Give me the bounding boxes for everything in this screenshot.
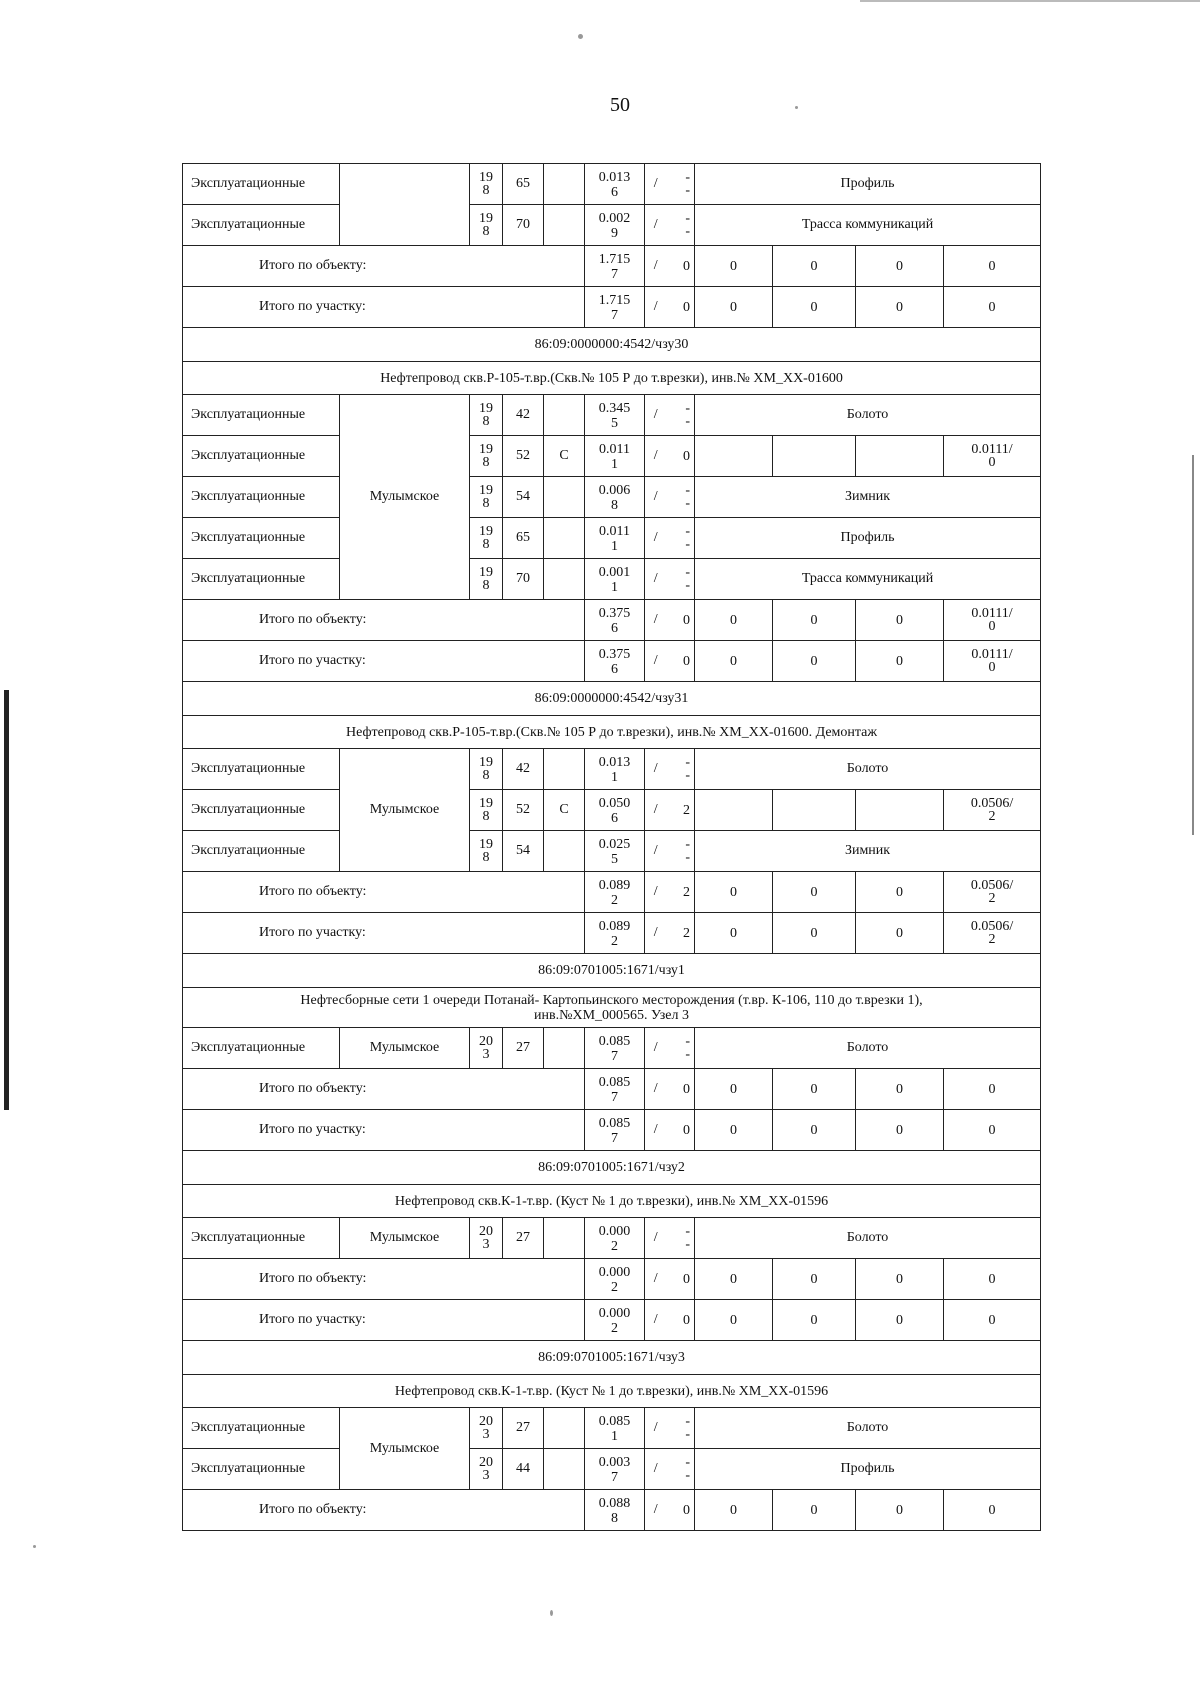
value-cell: 0 <box>944 1110 1041 1151</box>
total-label: Итого по объекту: <box>183 1069 585 1110</box>
area-value: 0.345 5 <box>585 395 645 436</box>
scan-edge-line <box>860 0 1200 2</box>
value-cell: 0.0111/ 0 <box>944 641 1041 682</box>
value-cell: 0 <box>695 1300 773 1341</box>
value-cell: 0 <box>695 246 773 287</box>
value-cell: 0.0506/ 2 <box>944 872 1041 913</box>
land-category: Эксплуатационные <box>183 790 340 831</box>
fraction-value: 0 <box>667 246 695 287</box>
area-value: 0.089 2 <box>585 872 645 913</box>
area-separator: / <box>645 436 667 477</box>
land-plot-table <box>182 163 1041 1531</box>
area-value: 0.003 7 <box>585 1449 645 1490</box>
value-cell: 0.0111/ 0 <box>944 600 1041 641</box>
data-row <box>183 205 1041 246</box>
total-row <box>183 1110 1041 1151</box>
land-code: 65 <box>503 164 544 205</box>
value-cell: 0 <box>856 641 944 682</box>
area-value: 0.050 6 <box>585 790 645 831</box>
value-cell: 0.0111/ 0 <box>944 436 1041 477</box>
fraction-value: 0 <box>667 600 695 641</box>
value-cell: 0 <box>856 287 944 328</box>
value-cell: 0 <box>856 1110 944 1151</box>
land-code: 27 <box>503 1218 544 1259</box>
scan-speck <box>33 1545 36 1548</box>
object-title: Нефтесборные сети 1 очереди Потанай- Картопьинского месторождения (т.вр. К-106, 110 до т.врезки 1), инв.№ХМ_000565. Узел 3 <box>183 988 1041 1028</box>
fraction-value: - - <box>667 1028 695 1069</box>
value-cell: 0 <box>773 287 856 328</box>
fraction-value: - - <box>667 395 695 436</box>
total-row <box>183 287 1041 328</box>
total-label: Итого по участку: <box>183 287 585 328</box>
total-row <box>183 1490 1041 1531</box>
scan-speck <box>795 106 798 109</box>
flag-cell <box>544 1218 585 1259</box>
total-row <box>183 1300 1041 1341</box>
value-cell: 0 <box>944 246 1041 287</box>
land-type: Трасса коммуникаций <box>695 205 1041 246</box>
page-number: 50 <box>610 94 630 116</box>
value-cell: 0 <box>856 1490 944 1531</box>
land-category: Эксплуатационные <box>183 1028 340 1069</box>
value-cell: 0 <box>944 1259 1041 1300</box>
value-cell: 0 <box>695 1069 773 1110</box>
fraction-value: 0 <box>667 287 695 328</box>
data-row <box>183 1028 1041 1069</box>
total-row <box>183 600 1041 641</box>
area-value: 0.011 1 <box>585 518 645 559</box>
area-value: 0.002 9 <box>585 205 645 246</box>
area-separator: / <box>645 1259 667 1300</box>
value-cell: 0 <box>695 287 773 328</box>
area-value: 0.000 2 <box>585 1218 645 1259</box>
land-category: Эксплуатационные <box>183 559 340 600</box>
value-cell: 0 <box>856 872 944 913</box>
land-code: 42 <box>503 395 544 436</box>
total-label: Итого по объекту: <box>183 1490 585 1531</box>
area-value: 0.013 1 <box>585 749 645 790</box>
area-value: 0.375 6 <box>585 600 645 641</box>
area-value: 1.715 7 <box>585 246 645 287</box>
year-cell: 19 8 <box>470 790 503 831</box>
area-separator: / <box>645 559 667 600</box>
flag-cell <box>544 518 585 559</box>
area-separator: / <box>645 1110 667 1151</box>
area-value: 0.006 8 <box>585 477 645 518</box>
year-cell: 19 8 <box>470 436 503 477</box>
total-row <box>183 1069 1041 1110</box>
area-separator: / <box>645 395 667 436</box>
object-title: Нефтепровод скв.К-1-т.вр. (Куст № 1 до т.врезки), инв.№ ХМ_ХХ-01596 <box>183 1375 1041 1408</box>
flag-cell: С <box>544 790 585 831</box>
land-type: Профиль <box>695 1449 1041 1490</box>
value-cell <box>773 436 856 477</box>
area-separator: / <box>645 872 667 913</box>
total-label: Итого по участку: <box>183 1300 585 1341</box>
total-label: Итого по объекту: <box>183 246 585 287</box>
field-name: Мулымское <box>340 395 470 600</box>
flag-cell <box>544 1028 585 1069</box>
land-type: Профиль <box>695 164 1041 205</box>
fraction-value: - - <box>667 477 695 518</box>
data-row <box>183 831 1041 872</box>
area-separator: / <box>645 1408 667 1449</box>
year-cell: 20 3 <box>470 1028 503 1069</box>
area-separator: / <box>645 790 667 831</box>
fraction-value: - - <box>667 1408 695 1449</box>
fraction-value: 2 <box>667 872 695 913</box>
value-cell: 0 <box>773 641 856 682</box>
cadastral-number-row <box>183 328 1041 362</box>
land-type: Болото <box>695 1218 1041 1259</box>
data-row <box>183 749 1041 790</box>
total-label: Итого по объекту: <box>183 872 585 913</box>
flag-cell <box>544 559 585 600</box>
area-value: 0.375 6 <box>585 641 645 682</box>
year-cell: 19 8 <box>470 831 503 872</box>
value-cell: 0 <box>944 287 1041 328</box>
value-cell: 0 <box>773 1069 856 1110</box>
data-row <box>183 477 1041 518</box>
area-value: 0.089 2 <box>585 913 645 954</box>
year-cell: 19 8 <box>470 395 503 436</box>
year-cell: 19 8 <box>470 477 503 518</box>
value-cell: 0 <box>856 1259 944 1300</box>
area-separator: / <box>645 518 667 559</box>
flag-cell <box>544 164 585 205</box>
area-separator: / <box>645 749 667 790</box>
fraction-value: - - <box>667 518 695 559</box>
object-title: Нефтепровод скв.Р-105-т.вр.(Скв.№ 105 Р до т.врезки), инв.№ ХМ_ХХ-01600 <box>183 362 1041 395</box>
land-code: 27 <box>503 1028 544 1069</box>
area-separator: / <box>645 1218 667 1259</box>
land-code: 65 <box>503 518 544 559</box>
year-cell: 19 8 <box>470 164 503 205</box>
total-row <box>183 641 1041 682</box>
land-type: Болото <box>695 749 1041 790</box>
land-category: Эксплуатационные <box>183 831 340 872</box>
year-cell: 20 3 <box>470 1449 503 1490</box>
value-cell: 0 <box>695 872 773 913</box>
land-type: Зимник <box>695 477 1041 518</box>
fraction-value: 2 <box>667 790 695 831</box>
land-type: Болото <box>695 1408 1041 1449</box>
fraction-value: 0 <box>667 1259 695 1300</box>
value-cell: 0 <box>944 1490 1041 1531</box>
value-cell: 0 <box>856 1300 944 1341</box>
area-separator: / <box>645 1069 667 1110</box>
value-cell: 0 <box>773 1259 856 1300</box>
total-row <box>183 913 1041 954</box>
data-row <box>183 1449 1041 1490</box>
area-value: 0.000 2 <box>585 1300 645 1341</box>
cadastral-number: 86:09:0701005:1671/чзу2 <box>183 1151 1041 1185</box>
area-value: 0.085 7 <box>585 1110 645 1151</box>
fraction-value: - - <box>667 164 695 205</box>
value-cell: 0 <box>695 1490 773 1531</box>
flag-cell <box>544 205 585 246</box>
value-cell: 0 <box>695 913 773 954</box>
year-cell: 19 8 <box>470 749 503 790</box>
value-cell: 0 <box>695 641 773 682</box>
total-label: Итого по объекту: <box>183 600 585 641</box>
value-cell <box>856 436 944 477</box>
object-title: Нефтепровод скв.Р-105-т.вр.(Скв.№ 105 Р до т.врезки), инв.№ ХМ_ХХ-01600. Демонтаж <box>183 716 1041 749</box>
value-cell: 0.0506/ 2 <box>944 790 1041 831</box>
value-cell <box>773 790 856 831</box>
data-row <box>183 436 1041 477</box>
area-separator: / <box>645 831 667 872</box>
year-cell: 19 8 <box>470 518 503 559</box>
cadastral-number-row <box>183 954 1041 988</box>
total-label: Итого по участку: <box>183 641 585 682</box>
land-category: Эксплуатационные <box>183 1449 340 1490</box>
value-cell: 0 <box>944 1069 1041 1110</box>
value-cell: 0 <box>773 872 856 913</box>
fraction-value: 2 <box>667 913 695 954</box>
fraction-value: 0 <box>667 1300 695 1341</box>
field-name: Мулымское <box>340 1028 470 1069</box>
value-cell <box>695 790 773 831</box>
flag-cell <box>544 1408 585 1449</box>
table-body <box>183 164 1041 1531</box>
total-label: Итого по объекту: <box>183 1259 585 1300</box>
value-cell: 0 <box>773 246 856 287</box>
land-category: Эксплуатационные <box>183 518 340 559</box>
fraction-value: - - <box>667 749 695 790</box>
total-row <box>183 1259 1041 1300</box>
land-category: Эксплуатационные <box>183 477 340 518</box>
fraction-value: 0 <box>667 436 695 477</box>
land-code: 27 <box>503 1408 544 1449</box>
land-code: 52 <box>503 436 544 477</box>
area-separator: / <box>645 1028 667 1069</box>
land-type: Зимник <box>695 831 1041 872</box>
area-value: 0.025 5 <box>585 831 645 872</box>
area-separator: / <box>645 600 667 641</box>
object-title-row <box>183 1185 1041 1218</box>
area-separator: / <box>645 246 667 287</box>
area-value: 0.000 2 <box>585 1259 645 1300</box>
land-code: 70 <box>503 205 544 246</box>
area-separator: / <box>645 913 667 954</box>
area-separator: / <box>645 205 667 246</box>
scan-margin-mark-left <box>4 690 9 1110</box>
fraction-value: - - <box>667 205 695 246</box>
land-category: Эксплуатационные <box>183 1408 340 1449</box>
object-title-row <box>183 716 1041 749</box>
value-cell: 0 <box>944 1300 1041 1341</box>
year-cell: 19 8 <box>470 559 503 600</box>
fraction-value: - - <box>667 831 695 872</box>
total-label: Итого по участку: <box>183 913 585 954</box>
fraction-value: - - <box>667 1218 695 1259</box>
land-category: Эксплуатационные <box>183 436 340 477</box>
land-code: 44 <box>503 1449 544 1490</box>
flag-cell <box>544 831 585 872</box>
land-code: 42 <box>503 749 544 790</box>
cadastral-number: 86:09:0000000:4542/чзу30 <box>183 328 1041 362</box>
area-separator: / <box>645 1490 667 1531</box>
value-cell: 0 <box>773 1300 856 1341</box>
area-value: 0.001 1 <box>585 559 645 600</box>
area-value: 1.715 7 <box>585 287 645 328</box>
area-value: 0.013 6 <box>585 164 645 205</box>
flag-cell: С <box>544 436 585 477</box>
cadastral-number-row <box>183 1151 1041 1185</box>
land-code: 54 <box>503 831 544 872</box>
land-type: Трасса коммуникаций <box>695 559 1041 600</box>
value-cell: 0 <box>695 1110 773 1151</box>
area-value: 0.085 7 <box>585 1028 645 1069</box>
value-cell <box>856 790 944 831</box>
object-title-row <box>183 1375 1041 1408</box>
land-category: Эксплуатационные <box>183 164 340 205</box>
land-code: 52 <box>503 790 544 831</box>
area-separator: / <box>645 164 667 205</box>
cadastral-number: 86:09:0701005:1671/чзу3 <box>183 1341 1041 1375</box>
data-row <box>183 164 1041 205</box>
total-row <box>183 246 1041 287</box>
value-cell: 0 <box>773 1490 856 1531</box>
area-separator: / <box>645 1300 667 1341</box>
area-separator: / <box>645 641 667 682</box>
data-row <box>183 518 1041 559</box>
land-type: Болото <box>695 395 1041 436</box>
land-code: 54 <box>503 477 544 518</box>
cadastral-number-row <box>183 1341 1041 1375</box>
cadastral-number: 86:09:0000000:4542/чзу31 <box>183 682 1041 716</box>
value-cell: 0 <box>856 600 944 641</box>
land-code: 70 <box>503 559 544 600</box>
land-type: Профиль <box>695 518 1041 559</box>
scan-speck <box>578 34 583 39</box>
fraction-value: 0 <box>667 1110 695 1151</box>
object-title-row <box>183 988 1041 1028</box>
value-cell: 0 <box>773 600 856 641</box>
data-row <box>183 395 1041 436</box>
area-value: 0.088 8 <box>585 1490 645 1531</box>
data-row <box>183 790 1041 831</box>
land-category: Эксплуатационные <box>183 1218 340 1259</box>
value-cell: 0 <box>695 600 773 641</box>
scan-margin-mark-right <box>1192 455 1194 835</box>
area-separator: / <box>645 1449 667 1490</box>
year-cell: 20 3 <box>470 1218 503 1259</box>
land-category: Эксплуатационные <box>183 749 340 790</box>
value-cell <box>695 436 773 477</box>
value-cell: 0 <box>773 1110 856 1151</box>
area-value: 0.085 7 <box>585 1069 645 1110</box>
land-category: Эксплуатационные <box>183 205 340 246</box>
fraction-value: 0 <box>667 1069 695 1110</box>
fraction-value: - - <box>667 559 695 600</box>
fraction-value: 0 <box>667 641 695 682</box>
value-cell: 0 <box>856 913 944 954</box>
cadastral-number-row <box>183 682 1041 716</box>
cadastral-number: 86:09:0701005:1671/чзу1 <box>183 954 1041 988</box>
value-cell: 0 <box>773 913 856 954</box>
scan-speck <box>550 1610 553 1616</box>
value-cell: 0 <box>856 1069 944 1110</box>
fraction-value: 0 <box>667 1490 695 1531</box>
area-value: 0.011 1 <box>585 436 645 477</box>
flag-cell <box>544 1449 585 1490</box>
value-cell: 0 <box>856 246 944 287</box>
field-name: Мулымское <box>340 1218 470 1259</box>
area-separator: / <box>645 287 667 328</box>
area-separator: / <box>645 477 667 518</box>
flag-cell <box>544 477 585 518</box>
area-value: 0.085 1 <box>585 1408 645 1449</box>
object-title: Нефтепровод скв.К-1-т.вр. (Куст № 1 до т.врезки), инв.№ ХМ_ХХ-01596 <box>183 1185 1041 1218</box>
value-cell: 0.0506/ 2 <box>944 913 1041 954</box>
flag-cell <box>544 395 585 436</box>
data-row <box>183 559 1041 600</box>
object-title-row <box>183 362 1041 395</box>
data-row <box>183 1218 1041 1259</box>
year-cell: 19 8 <box>470 205 503 246</box>
land-category: Эксплуатационные <box>183 395 340 436</box>
flag-cell <box>544 749 585 790</box>
land-type: Болото <box>695 1028 1041 1069</box>
field-name <box>340 164 470 246</box>
fraction-value: - - <box>667 1449 695 1490</box>
data-row <box>183 1408 1041 1449</box>
value-cell: 0 <box>695 1259 773 1300</box>
field-name: Мулымское <box>340 1408 470 1490</box>
total-row <box>183 872 1041 913</box>
field-name: Мулымское <box>340 749 470 872</box>
total-label: Итого по участку: <box>183 1110 585 1151</box>
year-cell: 20 3 <box>470 1408 503 1449</box>
